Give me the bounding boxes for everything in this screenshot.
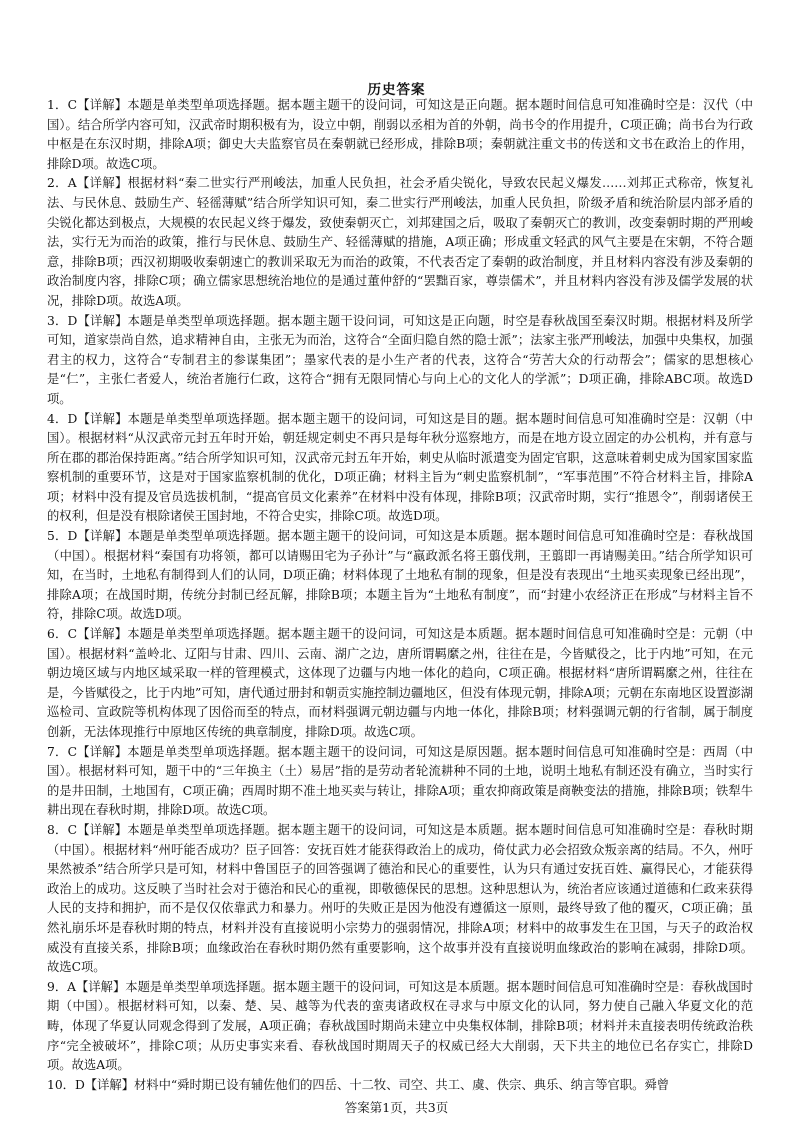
answer-item-7: 7．C【详解】本题是单类型单项选择题。据本题主题干的设问词，可知这是原因题。据本题时间信息可知准确时空是：西周（中国）。根据材料可知，题干中的“三年换主（土）易居”指的是劳动者轮流耕种不同的土地，说明土地私有制还没有确立，当时实行的是井田制，土地国有，C项正确；西周时期不准土地买卖与转让，排除A项；重农抑商政策是商鞅变法的措施，排除B项；铁犁牛耕出现在春秋时期，排除D项。故选C项。 <box>47 744 753 818</box>
answer-item-3: 3．D【详解】本题是单类型单项选择题。据本题主题干设问词，可知这是正向题，时空是春秋战国至秦汉时期。根据材料及所学可知，道家崇尚自然，追求精神自由，主张无为而治，这符合“全面归隐自然的隐士派”；法家主张严刑峻法，加强中央集权，加强君主的权力，这符合“专制君主的参谋集团”；墨家代表的是小生产者的代表，这符合“劳苦大众的行动帮会”；儒家的思想核心是“仁”，主张仁者爱人，统治者施行仁政，这符合“拥有无限同情心与向上心的文化人的学派”；D项正确，排除ABC项。故选D项。 <box>47 313 753 406</box>
page-footer: 答案第1页，共3页 <box>344 1100 449 1115</box>
answer-item-8: 8．C【详解】本题是单类型单项选择题。据本题主题干的设问词，可知这是本质题。据本题时间信息可知准确时空是：春秋时期（中国）。根据材料“州吁能否成功？臣子回答：安抚百姓才能获得政治上的成功，倚仗武力必会招致众叛亲离的结局。不久，州吁果然被杀”结合所学只是可知，材料中鲁国臣子的回答强调了德治和民心的重要性，认为只有通过安抚百姓、赢得民心，才能获得政治上的成功。这反映了当时社会对于德治和民心的重视，即敬德保民的思想。这种思想认为，统治者应该通过道德和仁政来获得人民的支持和拥护，而不是仅仅依靠武力和暴力。州吁的失败正是因为他没有遵循这一原则，最终导致了他的覆灭，C项正确；虽然礼崩乐坏是春秋时期的特点，材料并没有直接说明小宗势力的强弱情况，排除A项；材料中的故事发生在卫国，与天子的政治权威没有直接关系，排除B项；血缘政治在春秋时期仍然有重要影响，这个故事并没有直接说明血缘政治的影响在减弱，排除D项。故选C项。 <box>47 822 753 975</box>
answer-list <box>47 96 753 1095</box>
answer-item-5: 5．D【详解】本题是单类型单项选择题。据本题主题干的设问词，可知这是本质题。据本题时间信息可知准确时空是：春秋战国（中国）。根据材料“秦国有功将领，都可以请赐田宅为子孙计”与“嬴政派名将王翦伐荆，王翦即一再请赐美田。”结合所学知识可知，在当时，土地私有制得到人们的认同，D项正确；材料体现了土地私有制的现象，但是没有表现出“土地买卖现象已经出现”，排除A项；在战国时期，传统分封制已经瓦解，排除B项；本题主旨为“土地私有制度”，而“封建小农经济正在形成”与材料主旨不符，排除C项。故选D项。 <box>47 529 753 622</box>
answer-item-9: 9．A【详解】本题是单类型单项选择题。据本题主题干的设问词，可知这是本质题。据本题时间信息可知准确时空是：春秋战国时期（中国）。根据材料可知，以秦、楚、吴、越等为代表的蛮夷诸政权在寻求与中原文化的认同，努力使自己融入华夏文化的范畴，体现了华夏认同观念得到了发展，A项正确；春秋战国时期尚未建立中央集权体制，排除B项；材料并未直接表明传统政治秩序“完全被破坏”，排除C项；从历史事实来看、春秋战国时期周天子的权威已经大大削弱，天下共主的地位已名存实亡，排除D项。故选A项。 <box>47 979 753 1073</box>
answer-item-6: 6．C【详解】本题是单类型单项选择题。据本题主题干的设问词，可知这是本质题。据本题时间信息可知准确时空是：元朝（中国）。根据材料“盖岭北、辽阳与甘肃、四川、云南、湖广之边，唐所谓羁縻之州，往往在是，今皆赋役之，比于内地”可知，在元朝边境区域与内地区域采取一样的管理模式，这体现了边疆与内地一体化的趋向，C项正确。根据材料“唐所谓羁縻之州，往往在是，今皆赋役之，比于内地”可知，唐代通过册封和朝贡实施控制边疆地区，但没有体现元朝，排除A项；元朝在东南地区设置澎湖巡检司、宣政院等机构体现了因俗而至的特点，而材料强调元朝边疆与内地一体化，排除B项；材料强调元朝的行省制，属于制度创新，无法体现推行中原地区传统的典章制度，排除D项。故选C项。 <box>47 627 753 739</box>
page-title: 历史答案 <box>367 82 426 98</box>
answer-item-2: 2．A【详解】根据材料“秦二世实行严刑峻法，加重人民负担，社会矛盾尖锐化，导致农民起义爆发……刘邦正式称帝，恢复礼法、与民休息、鼓励生产、轻徭薄赋”结合所学知识可知，秦二世实行严刑峻法，加重人民负担，阶级矛盾和统治阶层内部矛盾的尖锐化都达到极点，大规模的农民起义终于爆发，致使秦朝灭亡，刘邦建国之后，吸取了秦朝灭亡的教训，改变秦朝时期的严刑峻法，实行无为而治的政策，推行与民休息、鼓励生产、轻徭薄赋的措施，A项正确；形成重文轻武的风气主要是在宋朝，不符合题意，排除B项；西汉初期吸收秦朝速亡的教训采取无为而治的政策，不代表否定了秦朝的政治制度，并且材料内容没有涉及秦朝的政治制度内容，排除C项；确立儒家思想统治地位的是通过董仲舒的“罢黜百家，尊崇儒术”，并且材料内容没有涉及儒学发展的状况，排除D项。故选A项。 <box>47 176 753 308</box>
answer-item-1: 1．C【详解】本题是单类型单项选择题。据本题主题干的设问词，可知这是正向题。据本题时间信息可知准确时空是：汉代（中国）。结合所学内容可知，汉武帝时期积极有为，设立中朝，削弱以丞相为首的外朝，尚书令的作用提升，C项正确；尚书台为行政中枢是在东汉时期，排除A项；御史大夫监察官员在秦朝就已经形成，排除B项；秦朝就注重文书的传送和文书在政治上的作用，排除D项。故选C项。 <box>47 98 753 171</box>
answer-item-4: 4．D【详解】本题是单类型单项选择题。据本题主题干的设问词，可知这是目的题。据本题时间信息可知准确时空是：汉朝（中国）。根据材料“从汉武帝元封五年时开始，朝廷规定刺史不再只是每年秋分巡察地方，而是在地方设立固定的办公机构，并有意与所在郡的郡治保持距离。”结合所学知识可知，汉武帝元封五年开始，刺史从临时派遣变为固定官职，这意味着刺史成为国家国家监察机制的重要环节，这是对于国家监察机制的优化，D项正确；材料主旨为“刺史监察机制”，“军事范围”不符合材料主旨，排除A项；材料中没有提及官员选拔机制，“提高官员文化素养”在材料中没有体现，排除B项；汉武帝时期，实行“推恩令”，削弱诸侯王的权利，但是没有根除诸侯王国封地，不符合史实，排除C项。故选D项。 <box>47 411 753 524</box>
answer-item-10: 10．D【详解】材料中“舜时期已设有辅佐他们的四岳、十二牧、司空、共工、虞、佚宗、典乐、纳言等官职。舜曾 <box>47 1077 670 1092</box>
